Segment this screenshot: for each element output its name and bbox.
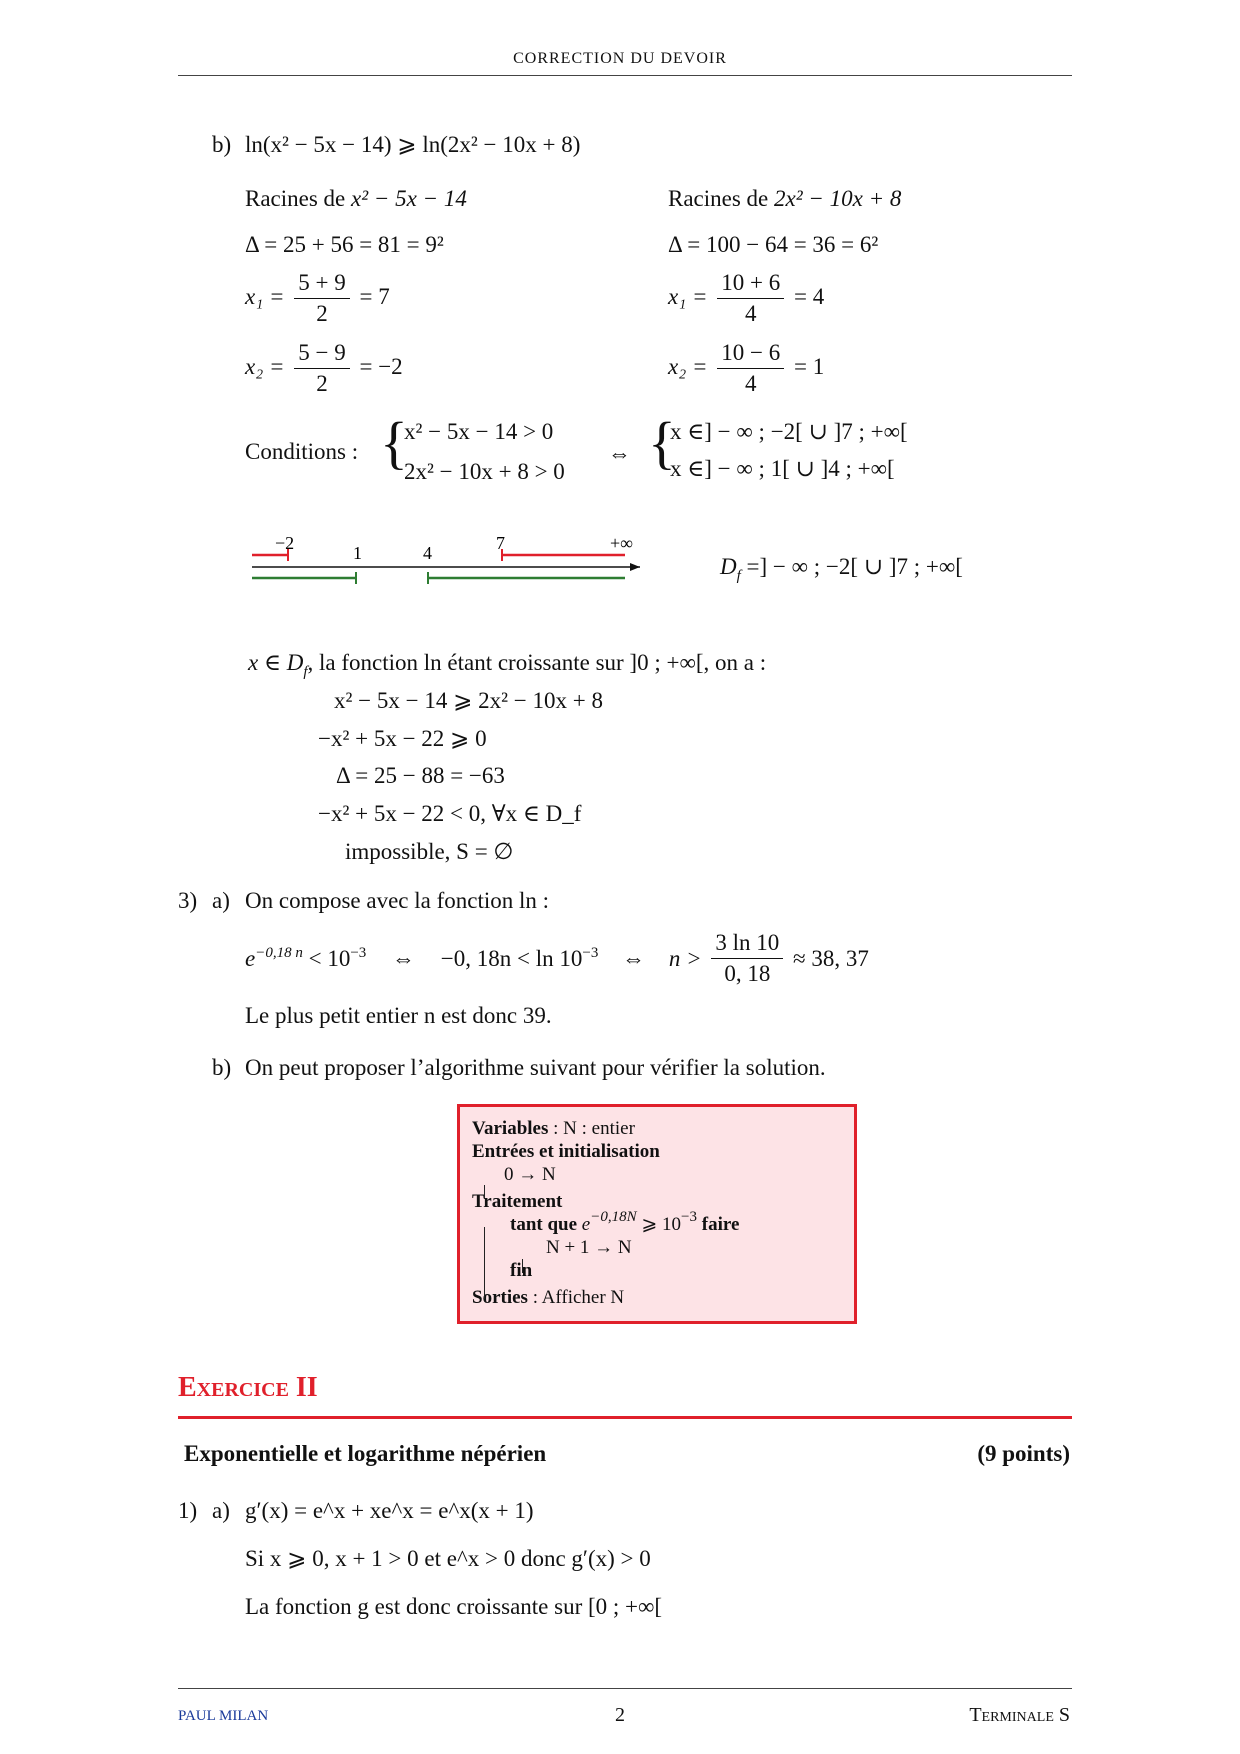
axis-label-minus2: −2	[275, 533, 295, 553]
q1a-sign-study: Si x ⩾ 0, x + 1 > 0 et e^x > 0 donc g′(x) > 0	[245, 1546, 651, 1571]
q3a-equation: $e^{-0,18 n} < 10^{-3}$ ⇔ −0, $18n < \ln 10^{-3}$ ⇔ n > $\frac{3 \ln 10}{0, 18}$ ≈ 38, 37	[245, 930, 869, 986]
header-rule	[178, 75, 1072, 76]
right-delta: Δ = 100 − 64 = 36 = 6²	[668, 232, 879, 257]
algo-loop-line: N + 1 → N	[546, 1237, 632, 1258]
domain-result: $D_f$ =] − ∞ ; −2[ ∪ ]7 ; +∞[	[720, 554, 963, 584]
axis-label-plus-infinity: +∞	[610, 533, 633, 553]
algo-init-label: Entrées et initialisation	[472, 1141, 660, 1162]
right-x1: x₁ = $\frac{10 + 6}{4}$ = 4	[668, 270, 825, 326]
algo-variables: Variables : N : entier	[472, 1118, 635, 1139]
footer-class: Terminale S	[969, 1704, 1070, 1726]
exercise-subtitle: Exponentielle et logarithme népérien	[184, 1441, 547, 1466]
condition-1: x² − 5x − 14 > 0	[404, 419, 554, 444]
resolution-intro: x ∈ $D_f$, la fonction ln étant croissante sur ]0 ; +∞[, on a :	[248, 650, 767, 680]
result-2: x ∈] − ∞ ; 1[ ∪ ]4 ; +∞[	[670, 456, 895, 481]
right-roots-title: Racines de 2x² − 10x + 8	[668, 186, 902, 211]
algo-outputs: Sorties : Afficher N	[472, 1287, 625, 1308]
q3b-label: b)	[212, 1055, 232, 1080]
axis-arrow	[630, 563, 640, 571]
step-3: Δ = 25 − 88 = −63	[336, 763, 505, 788]
algorithm-box	[457, 1104, 857, 1324]
footer-page-number: 2	[615, 1704, 625, 1726]
result-1: x ∈] − ∞ ; −2[ ∪ ]7 ; +∞[	[670, 419, 908, 444]
footer-rule	[178, 1688, 1072, 1689]
algo-loop-bar	[522, 1259, 523, 1273]
q3a-conclusion: Le plus petit entier n est donc 39.	[245, 1003, 552, 1028]
algo-while-line: tant que $e^{-0,18N}$ ⩾ $10^{-3}$ faire	[510, 1209, 740, 1235]
conditions-label: Conditions :	[245, 439, 359, 464]
right-x2: x₂ = $\frac{10 - 6}{4}$ = 1	[668, 340, 825, 396]
algo-treatment-bar	[484, 1227, 485, 1299]
q3-number: 3)	[178, 888, 198, 913]
exercise-title: Exercice II	[178, 1372, 318, 1403]
condition-2: 2x² − 10x + 8 > 0	[404, 459, 565, 484]
q3b-text: On peut proposer l’algorithme suivant pour vérifier la solution.	[245, 1055, 826, 1080]
page-header: CORRECTION DU DEVOIR	[513, 50, 727, 67]
axis-label-1: 1	[353, 543, 362, 563]
step-2: −x² + 5x − 22 ⩾ 0	[318, 726, 487, 751]
q3a-text: On compose avec la fonction ln :	[245, 888, 550, 913]
step-1: x² − 5x − 14 ⩾ 2x² − 10x + 8	[334, 688, 603, 713]
left-brace: {	[380, 410, 408, 475]
right-brace: {	[648, 410, 676, 475]
exercise-points: (9 points)	[977, 1441, 1070, 1466]
part-b-inequation: ln(x² − 5x − 14) ⩾ ln(2x² − 10x + 8)	[245, 132, 581, 157]
axis-label-7: 7	[496, 533, 505, 553]
step-5: impossible, S = ∅	[345, 839, 514, 864]
left-x1: x₁ = $\frac{5 + 9}{2}$ = 7	[245, 270, 390, 326]
left-delta: Δ = 25 + 56 = 81 = 9²	[245, 232, 444, 257]
algo-treatment-label: Traitement	[472, 1191, 563, 1212]
left-x2: x₂ = $\frac{5 - 9}{2}$ = −2	[245, 340, 403, 396]
q1-number: 1)	[178, 1498, 198, 1523]
q1a-conclusion: La fonction g est donc croissante sur [0 ; +∞[	[245, 1594, 663, 1619]
left-roots-title: Racines de x² − 5x − 14	[245, 186, 467, 211]
q3a-label: a)	[212, 888, 230, 913]
equivalence-symbol: ⇔	[608, 441, 631, 466]
q1a-label: a)	[212, 1498, 230, 1523]
step-4: −x² + 5x − 22 < 0, ∀x ∈ D_f	[318, 801, 582, 826]
number-line-diagram	[240, 525, 660, 605]
exercise-rule	[178, 1416, 1072, 1419]
axis-label-4: 4	[423, 543, 432, 563]
algo-init-line: 0 → N	[504, 1164, 556, 1185]
algo-init-bar	[484, 1185, 485, 1199]
part-b-label: b)	[212, 132, 232, 157]
footer-author: PAUL MILAN	[178, 1708, 269, 1724]
algo-end: fin	[510, 1260, 533, 1281]
q1a-derivative: g′(x) = e^x + xe^x = e^x(x + 1)	[245, 1498, 534, 1523]
